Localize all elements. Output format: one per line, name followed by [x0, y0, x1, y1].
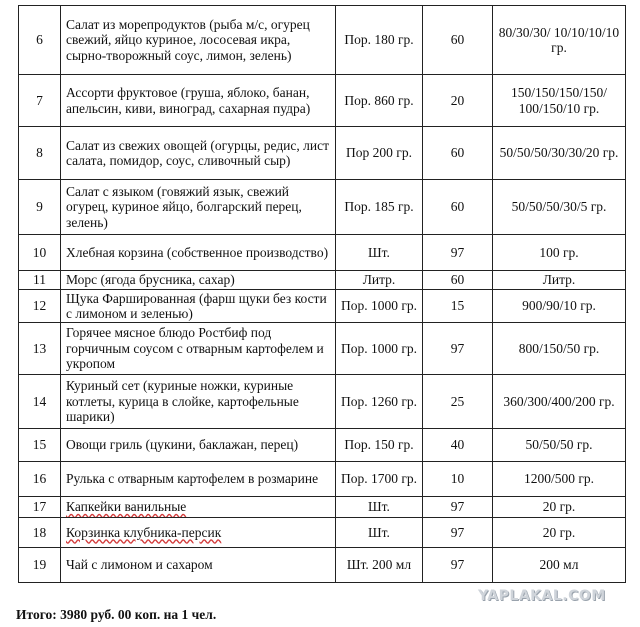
dish-name — [61, 497, 336, 518]
dish-name: Чай с лимоном и сахаром — [61, 548, 336, 583]
dish-name: Ассорти фруктовое (груша, яблоко, банан, апельсин, киви, виноград, сахарная пудра) — [61, 75, 336, 127]
weight-breakdown: 50/50/50/30/5 гр. — [493, 180, 626, 235]
table-row — [19, 497, 626, 518]
dish-name: Рулька с отварным картофелем в розмарине — [61, 462, 336, 497]
table-row — [19, 235, 626, 271]
quantity: 10 — [423, 462, 493, 497]
portion-unit: Пор. 860 гр. — [336, 75, 423, 127]
quantity: 97 — [423, 497, 493, 518]
weight-breakdown: Литр. — [493, 271, 626, 290]
table-row — [19, 548, 626, 583]
dish-name: Овощи гриль (цукини, баклажан, перец) — [61, 429, 336, 462]
weight-breakdown: 50/50/50/30/30/20 гр. — [493, 127, 626, 180]
weight-breakdown: 50/50/50 гр. — [493, 429, 626, 462]
quantity: 60 — [423, 6, 493, 75]
portion-unit: Шт. — [336, 497, 423, 518]
quantity: 97 — [423, 548, 493, 583]
row-number: 18 — [19, 518, 61, 548]
portion-unit: Пор. 1260 гр. — [336, 375, 423, 429]
quantity: 20 — [423, 75, 493, 127]
row-number: 10 — [19, 235, 61, 271]
portion-unit: Пор. 1700 гр. — [336, 462, 423, 497]
portion-unit: Пор. 180 гр. — [336, 6, 423, 75]
quantity: 97 — [423, 518, 493, 548]
table-row — [19, 271, 626, 290]
quantity: 15 — [423, 290, 493, 323]
dish-name: Морс (ягода брусника, сахар) — [61, 271, 336, 290]
weight-breakdown: 200 мл — [493, 548, 626, 583]
weight-breakdown: 1200/500 гр. — [493, 462, 626, 497]
dish-name: Салат из морепродуктов (рыба м/с, огурец свежий, яйцо куриное, лососевая икра, сырно-творожный соус, лимон, зелень) — [61, 6, 336, 75]
watermark-logo: YAPLAKAL.COM — [478, 588, 606, 604]
portion-unit: Шт. 200 мл — [336, 548, 423, 583]
row-number: 14 — [19, 375, 61, 429]
portion-unit: Пор. 150 гр. — [336, 429, 423, 462]
dish-name: Салат с языком (говяжий язык, свежий огурец, куриное яйцо, болгарский перец, зелень) — [61, 180, 336, 235]
dish-name-text: Корзинка клубника-персик — [66, 524, 222, 540]
row-number: 11 — [19, 271, 61, 290]
portion-unit: Пор 200 гр. — [336, 127, 423, 180]
table-row — [19, 75, 626, 127]
row-number: 9 — [19, 180, 61, 235]
weight-breakdown: 100 гр. — [493, 235, 626, 271]
table-row — [19, 323, 626, 375]
quantity: 60 — [423, 271, 493, 290]
portion-unit: Пор. 1000 гр. — [336, 323, 423, 375]
table-row — [19, 290, 626, 323]
row-number: 17 — [19, 497, 61, 518]
dish-name: Салат из свежих овощей (огурцы, редис, лист салата, помидор, соус, сливочный сыр) — [61, 127, 336, 180]
dish-name: Щука Фаршированная (фарш щуки без кости с лимоном и зеленью) — [61, 290, 336, 323]
table-row — [19, 6, 626, 75]
row-number: 15 — [19, 429, 61, 462]
quantity: 97 — [423, 323, 493, 375]
row-number: 16 — [19, 462, 61, 497]
row-number: 8 — [19, 127, 61, 180]
dish-name: Хлебная корзина (собственное производство) — [61, 235, 336, 271]
quantity: 60 — [423, 180, 493, 235]
row-number: 6 — [19, 6, 61, 75]
quantity: 40 — [423, 429, 493, 462]
quantity: 60 — [423, 127, 493, 180]
table-row — [19, 462, 626, 497]
quantity: 25 — [423, 375, 493, 429]
portion-unit: Литр. — [336, 271, 423, 290]
table-row — [19, 429, 626, 462]
table-row — [19, 180, 626, 235]
dish-name — [61, 518, 336, 548]
portion-unit: Пор. 185 гр. — [336, 180, 423, 235]
weight-breakdown: 800/150/50 гр. — [493, 323, 626, 375]
row-number: 19 — [19, 548, 61, 583]
portion-unit: Шт. — [336, 518, 423, 548]
menu-table — [18, 5, 626, 583]
row-number: 13 — [19, 323, 61, 375]
table-row — [19, 375, 626, 429]
total-summary: Итого: 3980 руб. 00 коп. на 1 чел. — [16, 607, 217, 622]
row-number: 7 — [19, 75, 61, 127]
weight-breakdown: 20 гр. — [493, 518, 626, 548]
dish-name: Горячее мясное блюдо Ростбиф под горчичным соусом с отварным картофелем и укропом — [61, 323, 336, 375]
table-row — [19, 127, 626, 180]
quantity: 97 — [423, 235, 493, 271]
weight-breakdown: 900/90/10 гр. — [493, 290, 626, 323]
dish-name-text: Капкейки ванильные — [66, 499, 187, 515]
portion-unit: Шт. — [336, 235, 423, 271]
weight-breakdown: 360/300/400/200 гр. — [493, 375, 626, 429]
portion-unit: Пор. 1000 гр. — [336, 290, 423, 323]
table-row — [19, 518, 626, 548]
weight-breakdown: 80/30/30/ 10/10/10/10 гр. — [493, 6, 626, 75]
row-number: 12 — [19, 290, 61, 323]
weight-breakdown: 20 гр. — [493, 497, 626, 518]
dish-name: Куриный сет (куриные ножки, куриные котлеты, курица в слойке, картофельные шарики) — [61, 375, 336, 429]
weight-breakdown: 150/150/150/150/ 100/150/10 гр. — [493, 75, 626, 127]
